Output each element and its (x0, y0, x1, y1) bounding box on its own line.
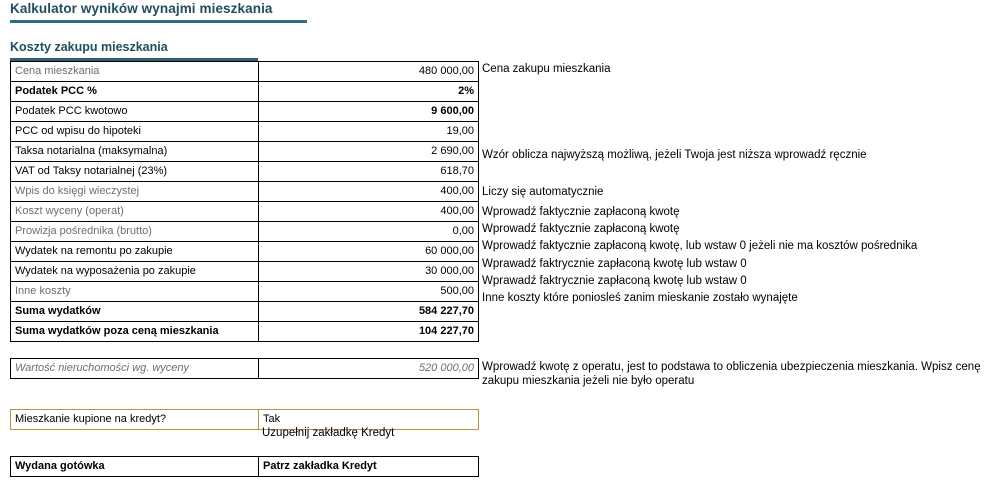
credit-note: Uzupełnij zakładkę Kredyt (262, 427, 395, 439)
comment-prowizja-posrednika: Wprowadź faktycznie zapłaconą kwotę, lub wstaw 0 jeżeli nie ma kosztów pośrednika (482, 240, 918, 252)
row-value[interactable]: 9 600,00 (259, 102, 479, 122)
table-row-total (11, 302, 479, 322)
valuation-value[interactable]: 520 000,00 (259, 359, 479, 379)
row-label: Podatek PCC % (11, 82, 259, 102)
comment-cena-mieszkania: Cena zakupu mieszkania (482, 63, 611, 75)
comment-taksa-notarialna: Wzór oblicza najwyższą możliwą, jeżeli Twoja jest niższa wprowadź ręcznie (482, 149, 867, 161)
row-label: Suma wydatków poza ceną mieszkania (11, 322, 259, 342)
row-value: 104 227,70 (259, 322, 479, 342)
table-row (11, 457, 479, 477)
credit-question-label: Mieszkanie kupione na kredyt? (11, 410, 259, 430)
row-value[interactable]: 60 000,00 (259, 242, 479, 262)
row-label: Inne koszty (11, 282, 259, 302)
row-value[interactable]: 400,00 (259, 202, 479, 222)
table-row[interactable] (11, 202, 479, 222)
row-value[interactable]: 30 000,00 (259, 262, 479, 282)
table-row[interactable] (11, 182, 479, 202)
comment-koszt-wyceny: Wprowadź faktycznie zapłaconą kwotę (482, 223, 680, 235)
table-row[interactable] (11, 222, 479, 242)
table-row[interactable] (11, 122, 479, 142)
table-row[interactable] (11, 102, 479, 122)
table-row-total (11, 322, 479, 342)
table-row[interactable] (11, 162, 479, 182)
valuation-label: Wartość nieruchomości wg. wyceny (11, 359, 259, 379)
table-row[interactable] (11, 410, 479, 430)
row-label: Podatek PCC kwotowo (11, 102, 259, 122)
table-row[interactable] (11, 242, 479, 262)
row-value[interactable]: 480 000,00 (259, 62, 479, 82)
purchase-costs-table (10, 61, 479, 342)
credit-answer-select[interactable]: Tak (259, 410, 479, 430)
row-value[interactable]: 0,00 (259, 222, 479, 242)
row-value[interactable]: 618,70 (259, 162, 479, 182)
row-label: Koszt wyceny (operat) (11, 202, 259, 222)
table-row[interactable] (11, 282, 479, 302)
section-heading: Koszty zakupu mieszkania (10, 40, 168, 54)
table-row[interactable] (11, 142, 479, 162)
table-row[interactable] (11, 262, 479, 282)
row-label: Wpis do księgi wieczystej (11, 182, 259, 202)
row-label: VAT od Taksy notarialnej (23%) (11, 162, 259, 182)
page-title: Kalkulator wyników wynajmi mieszkania (10, 1, 273, 16)
row-label: Suma wydatków (11, 302, 259, 322)
comment-wartosc-nieruchomosci: Wprowadź kwotę z operatu, jest to podstawa to obliczenia ubezpieczenia mieszkania. Wpisz cenę zakupu mieszkania jeżeli nie było operatu (482, 361, 981, 388)
row-value[interactable]: 500,00 (259, 282, 479, 302)
title-underline-rule (10, 20, 307, 23)
row-label: Wydatek na remontu po zakupie (11, 242, 259, 262)
table-row[interactable] (11, 62, 479, 82)
property-valuation-table (10, 358, 479, 379)
cash-label: Wydana gotówka (11, 457, 259, 477)
row-label: PCC od wpisu do hipoteki (11, 122, 259, 142)
row-value: 584 227,70 (259, 302, 479, 322)
row-label: Wydatek na wyposażenia po zakupie (11, 262, 259, 282)
row-value[interactable]: 2 690,00 (259, 142, 479, 162)
row-value[interactable]: 400,00 (259, 182, 479, 202)
table-row[interactable] (11, 82, 479, 102)
comment-wyposazenie: Wprawadź faktrycznie zapłaconą kwotę lub wstaw 0 (482, 275, 747, 287)
cash-spent-table (10, 456, 479, 477)
row-value[interactable]: 19,00 (259, 122, 479, 142)
comment-vat-taksa: Liczy się automatycznie (482, 186, 604, 198)
comment-inne-koszty: Inne koszty które poniosleś zanim mieskanie zostało wynajęte (482, 292, 798, 304)
table-row[interactable] (11, 359, 479, 379)
row-label: Taksa notarialna (maksymalna) (11, 142, 259, 162)
row-value[interactable]: 2% (259, 82, 479, 102)
cash-value: Patrz zakładka Kredyt (259, 457, 479, 477)
credit-question-table (10, 409, 479, 430)
comment-wpis-ksiega: Wprowadź faktycznie zapłaconą kwotę (482, 206, 680, 218)
row-label: Prowizja pośrednika (brutto) (11, 222, 259, 242)
row-label: Cena mieszkania (11, 62, 259, 82)
comment-remont: Wprawadź faktrycznie zapłaconą kwotę lub wstaw 0 (482, 258, 747, 270)
